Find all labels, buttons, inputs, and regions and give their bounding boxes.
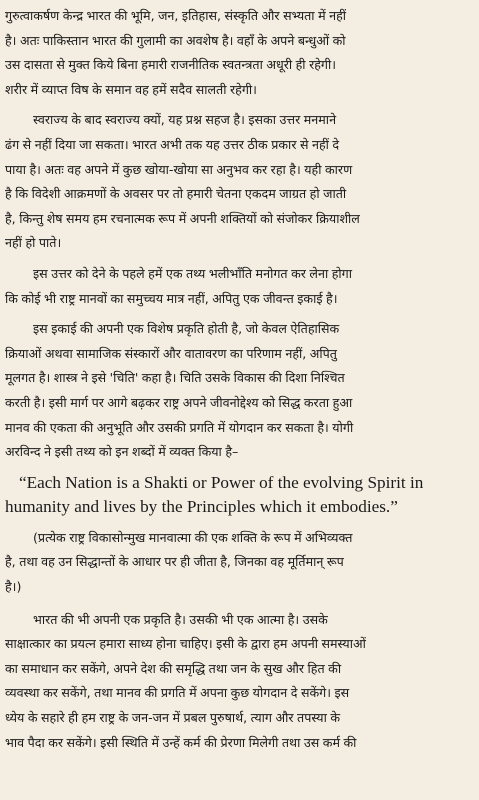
text-line: है।)	[5, 579, 22, 595]
text-line: स्वराज्य के बाद स्वराज्य क्यों, यह प्रश्न सहज है। इसका उत्तर मनमाने	[33, 112, 337, 128]
text-line: भाव पैदा कर सकेंगे। इसी स्थिति में उन्हें कर्म की प्रेरणा मिलेगी तथा उस कर्म की	[5, 734, 357, 750]
text-line: शरीर में व्याप्त विष के समान वह हमें सदैव सालती रहेगी।	[5, 81, 257, 97]
aurobindo-quote	[5, 471, 474, 520]
text-line: इस उत्तर को देने के पहले हमें एक तथ्य भलीभाँति मनोगत कर लेना होगा	[33, 265, 353, 281]
text-line: है कि विदेशी आक्रमणों के अवसर पर तो हमारी चेतना एकदम जाग्रत हो जाती	[5, 186, 347, 202]
text-line: क्रियाओं अथवा सामाजिक संस्कारों और वातावरण का परिणाम नहीं, अपितु	[5, 345, 337, 361]
text-line: पाया है। अतः वह अपने में कुछ खोया-खोया सा अनुभव कर रहा है। यही कारण	[5, 161, 353, 177]
paragraph-chiti	[5, 317, 474, 465]
paragraph-pakistan-remnant	[5, 4, 474, 102]
text-line: (प्रत्येक राष्ट्र विकासोन्मुख मानवात्मा की एक शक्ति के रूप में अभिव्यक्त	[33, 529, 353, 545]
text-line: है, तथा वह उन सिद्धान्तों के आधार पर ही जीता है, जिनका वह मूर्तिमान् रूप	[5, 554, 344, 570]
paragraph-nation-living-unit	[5, 262, 474, 311]
text-line: करती है। इसी मार्ग पर आगे बढ़कर राष्ट्र अपने जीवनोद्देश्य को सिद्ध करता हुआ	[5, 394, 353, 410]
text-line: उस दासता से मुक्त किये बिना हमारी राजनीतिक स्वतन्त्रता अधूरी ही रहेगी।	[5, 57, 337, 73]
quote-line: humanity and lives by the Principles which it embodies.”	[5, 497, 398, 517]
quote-translation	[5, 526, 474, 600]
text-line: का समाधान कर सकेंगे, अपने देश की समृद्धि तथा जन के सुख और हित की	[5, 660, 342, 676]
quote-line: “Each Nation is a Shakti or Power of the evolving Spirit in	[19, 472, 424, 492]
text-line: साक्षात्कार का प्रयत्न हमारा साध्य होना चाहिए। इसी के द्वारा हम अपनी समस्याओं	[5, 636, 366, 652]
text-line: नहीं हो पाते।	[5, 235, 62, 251]
paragraph-swarajya-question	[5, 108, 474, 256]
text-line: मूलगत है। शास्त्र ने इसे 'चिति' कहा है। चिति उसके विकास की दिशा निश्चित	[5, 370, 345, 386]
text-line: इस इकाई की अपनी एक विशेष प्रकृति होती है, जो केवल ऐतिहासिक	[33, 321, 340, 337]
text-line: मानव की एकता की अनुभूति और उसकी प्रगति में योगदान कर सकता है। योगी	[5, 419, 354, 435]
paragraph-bharat-soul	[5, 608, 474, 756]
text-line: भारत की भी अपनी एक प्रकृति है। उसकी भी एक आत्मा है। उसके	[33, 611, 328, 627]
text-line: कि कोई भी राष्ट्र मानवों का समुच्चय मात्र नहीं, अपितु एक जीवन्त इकाई है।	[5, 290, 338, 306]
text-line: है, किन्तु शेष समय हम रचनात्मक रूप में अपनी शक्तियों को संजोकर क्रियाशील	[5, 210, 360, 226]
text-line: है। अतः पाकिस्तान भारत की गुलामी का अवशेष है। वहाँ के अपने बन्धुओं को	[5, 32, 346, 48]
text-line: अरविन्द ने इसी तथ्य को इन शब्दों में व्यक्त किया है–	[5, 444, 239, 460]
text-line: व्यवस्था कर सकेंगे, तथा मानव की प्रगति में अपना कुछ योगदान दे सकेंगे। इस	[5, 685, 350, 701]
text-line: ढंग से नहीं दिया जा सकता। भारत अभी तक यह उत्तर ठीक प्रकार से नहीं दे	[5, 136, 340, 152]
text-line: ध्येय के सहारे ही हम राष्ट्र के जन-जन में प्रबल पुरुषार्थ, त्याग और तपस्या के	[5, 710, 341, 726]
text-line: गुरुत्वाकर्षण केन्द्र भारत की भूमि, जन, इतिहास, संस्कृति और सभ्यता में नहीं	[5, 8, 347, 23]
